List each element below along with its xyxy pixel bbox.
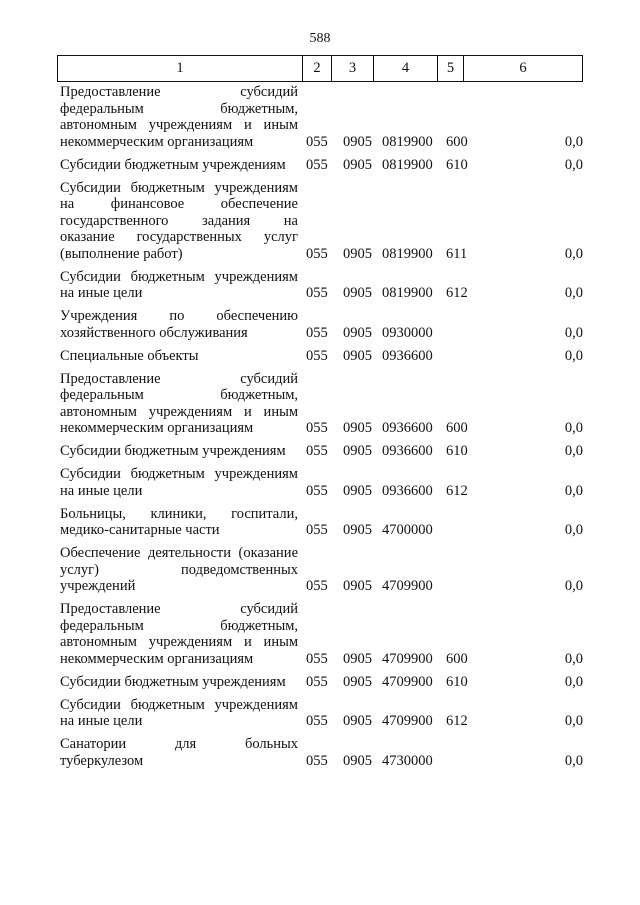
row-amount: 0,0 <box>564 420 583 436</box>
row-name-line: некоммерческим организациям <box>60 420 254 436</box>
row-name-line: на финансовое обеспечение <box>60 196 298 212</box>
row-code-col5: 600 <box>446 650 468 667</box>
row-name-line: некоммерческим организациям <box>60 650 254 667</box>
row-code-col2: 055 <box>306 482 328 499</box>
table-row <box>60 157 583 174</box>
row-amount: 0,0 <box>564 578 583 594</box>
row-amount: 0,0 <box>564 156 583 173</box>
row-code-col3: 0905 <box>343 673 372 690</box>
row-code-col5: 612 <box>446 285 468 301</box>
header-col-4: 4 <box>374 56 438 81</box>
row-code-col5: 600 <box>446 420 468 436</box>
row-name-line: услуг) подведомственных <box>60 561 298 578</box>
row-code-col3: 0905 <box>343 650 372 667</box>
row-code-col4: 4709900 <box>382 650 433 667</box>
row-name-line: на иные цели <box>60 482 143 499</box>
row-code-col3: 0905 <box>343 482 372 499</box>
row-name-line: туберкулезом <box>60 752 144 769</box>
table-row <box>60 545 583 595</box>
row-code-col5: 612 <box>446 482 468 499</box>
row-code-col3: 0905 <box>343 578 372 594</box>
row-name <box>60 371 298 437</box>
row-code-col4: 0819900 <box>382 156 433 173</box>
header-col-3: 3 <box>332 56 374 81</box>
row-name-line: на иные цели <box>60 285 143 301</box>
row-code-col3: 0905 <box>343 156 372 173</box>
table-row <box>60 466 583 499</box>
row-code-col2: 055 <box>306 285 328 301</box>
row-name <box>60 601 298 667</box>
row-name <box>60 308 298 341</box>
row-name <box>60 348 298 365</box>
row-name <box>60 545 298 595</box>
row-code-col2: 055 <box>306 133 328 150</box>
row-name-line: Субсидии бюджетным учреждениям <box>60 179 298 196</box>
row-code-col2: 055 <box>306 443 328 459</box>
table-header <box>57 55 583 82</box>
row-name-line: на иные цели <box>60 713 143 729</box>
row-name <box>60 506 298 539</box>
row-code-col4: 0819900 <box>382 285 433 301</box>
row-amount: 0,0 <box>564 673 583 690</box>
row-code-col5: 610 <box>446 156 468 173</box>
row-name-line: федеральным бюджетным, <box>60 387 298 403</box>
row-amount: 0,0 <box>564 347 583 364</box>
row-name-line: автономным учреждениям и иным <box>60 117 298 133</box>
row-name-line: федеральным бюджетным, <box>60 100 298 117</box>
row-name-line: Субсидии бюджетным учреждениям <box>60 268 298 285</box>
row-name-line: Предоставление субсидий <box>60 601 298 617</box>
row-name-line: (выполнение работ) <box>60 245 183 262</box>
row-code-col4: 0819900 <box>382 133 433 150</box>
row-name-line: автономным учреждениям и иным <box>60 634 298 650</box>
table-row <box>60 269 583 302</box>
row-code-col4: 4700000 <box>382 522 433 538</box>
row-code-col5: 600 <box>446 133 468 150</box>
row-code-col4: 4709900 <box>382 713 433 729</box>
row-code-col3: 0905 <box>343 522 372 538</box>
table-row <box>60 180 583 263</box>
row-name-line: Субсидии бюджетным учреждениям <box>60 443 286 459</box>
row-name <box>60 674 298 691</box>
row-code-col2: 055 <box>306 420 328 436</box>
row-name-line: Субсидии бюджетным учреждениям <box>60 466 298 482</box>
row-code-col4: 4709900 <box>382 578 433 594</box>
row-amount: 0,0 <box>564 522 583 538</box>
row-name-line: Субсидии бюджетным учреждениям <box>60 673 286 690</box>
table-row <box>60 443 583 460</box>
header-col-6: 6 <box>519 60 527 76</box>
row-code-col4: 0819900 <box>382 245 433 262</box>
row-code-col5: 610 <box>446 443 468 459</box>
row-name <box>60 157 298 174</box>
table-row <box>60 348 583 365</box>
row-code-col2: 055 <box>306 650 328 667</box>
row-name <box>60 180 298 263</box>
row-code-col2: 055 <box>306 673 328 690</box>
row-amount: 0,0 <box>564 324 583 341</box>
row-code-col5: 611 <box>446 245 468 262</box>
row-amount: 0,0 <box>564 133 583 150</box>
row-name-line: Больницы, клиники, госпитали, <box>60 505 298 522</box>
row-code-col3: 0905 <box>343 347 372 364</box>
row-code-col3: 0905 <box>343 324 372 341</box>
row-code-col4: 0936600 <box>382 482 433 499</box>
table-row <box>60 601 583 667</box>
row-name-line: оказание государственных услуг <box>60 229 298 245</box>
row-code-col2: 055 <box>306 347 328 364</box>
header-col-2: 2 <box>303 56 332 81</box>
row-name-line: федеральным бюджетным, <box>60 617 298 634</box>
row-name <box>60 697 298 730</box>
row-code-col3: 0905 <box>343 285 372 301</box>
row-code-col4: 0936600 <box>382 420 433 436</box>
row-code-col4: 0936600 <box>382 347 433 364</box>
row-code-col4: 0930000 <box>382 324 433 341</box>
row-name-line: некоммерческим организациям <box>60 133 254 150</box>
table-row <box>60 84 583 150</box>
row-code-col3: 0905 <box>343 752 372 769</box>
table-row <box>60 308 583 341</box>
table-row <box>60 674 583 691</box>
row-amount: 0,0 <box>564 650 583 667</box>
header-col-1: 1 <box>58 56 303 81</box>
row-code-col3: 0905 <box>343 133 372 150</box>
row-code-col2: 055 <box>306 156 328 173</box>
row-code-col3: 0905 <box>343 713 372 729</box>
row-name-line: государственного задания на <box>60 212 298 229</box>
row-code-col2: 055 <box>306 324 328 341</box>
row-code-col2: 055 <box>306 245 328 262</box>
row-name <box>60 443 298 460</box>
row-code-col2: 055 <box>306 578 328 594</box>
row-code-col3: 0905 <box>343 443 372 459</box>
row-amount: 0,0 <box>564 245 583 262</box>
row-amount: 0,0 <box>564 443 583 459</box>
row-name-line: автономным учреждениям и иным <box>60 403 298 420</box>
row-name-line: Специальные объекты <box>60 347 199 364</box>
table-row <box>60 697 583 730</box>
row-name-line: Субсидии бюджетным учреждениям <box>60 156 286 173</box>
header-col-5: 5 <box>438 56 464 81</box>
row-name-line: медико-санитарные части <box>60 522 220 538</box>
row-code-col3: 0905 <box>343 420 372 436</box>
row-code-col2: 055 <box>306 522 328 538</box>
table-row <box>60 371 583 437</box>
table-row <box>60 736 583 769</box>
row-name <box>60 84 298 150</box>
row-code-col4: 0936600 <box>382 443 433 459</box>
row-code-col3: 0905 <box>343 245 372 262</box>
row-name-line: Санатории для больных <box>60 736 298 752</box>
row-code-col2: 055 <box>306 752 328 769</box>
row-name <box>60 736 298 769</box>
row-name-line: Предоставление субсидий <box>60 370 298 387</box>
row-amount: 0,0 <box>564 713 583 729</box>
row-name <box>60 466 298 499</box>
row-code-col2: 055 <box>306 713 328 729</box>
row-name-line: Субсидии бюджетным учреждениям <box>60 696 298 713</box>
row-code-col4: 4730000 <box>382 752 433 769</box>
page-number: 588 <box>309 31 331 46</box>
table-body <box>60 84 583 776</box>
row-amount: 0,0 <box>564 482 583 499</box>
row-name-line: Обеспечение деятельности (оказание <box>60 545 298 561</box>
row-name <box>60 269 298 302</box>
row-amount: 0,0 <box>564 285 583 301</box>
row-code-col5: 610 <box>446 673 468 690</box>
row-code-col5: 612 <box>446 713 468 729</box>
row-amount: 0,0 <box>564 752 583 769</box>
row-code-col4: 4709900 <box>382 673 433 690</box>
row-name-line: Учреждения по обеспечению <box>60 308 298 324</box>
row-name-line: хозяйственного обслуживания <box>60 324 248 341</box>
table-row <box>60 506 583 539</box>
row-name-line: учреждений <box>60 578 136 594</box>
row-name-line: Предоставление субсидий <box>60 84 298 100</box>
